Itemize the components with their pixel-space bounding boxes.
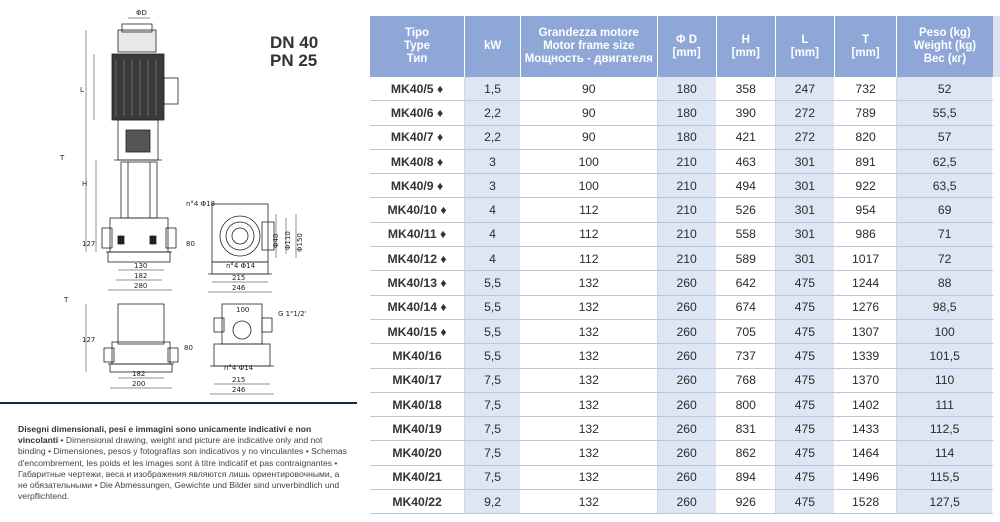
table-cell: 63,5 <box>897 174 993 198</box>
table-cell: 180 <box>657 77 716 101</box>
table-cell: 2,2 <box>465 125 521 149</box>
table-cell: 100 <box>897 319 993 343</box>
header-h: H [mm] <box>716 16 775 77</box>
table-cell: 558 <box>716 222 775 246</box>
label-127: 127 <box>82 240 96 248</box>
table-row <box>370 271 993 295</box>
table-row <box>370 490 993 514</box>
table-cell: 132 <box>521 441 658 465</box>
table-cell: 4 <box>465 222 521 246</box>
table-cell: 494 <box>716 174 775 198</box>
table-cell: 260 <box>657 490 716 514</box>
table-row <box>370 222 993 246</box>
table-cell: 3 <box>465 149 521 173</box>
table-cell: 90 <box>521 101 658 125</box>
right-edge-strip <box>993 16 1000 77</box>
table-cell: 301 <box>775 174 834 198</box>
table-cell: 475 <box>775 319 834 343</box>
table-cell: 132 <box>521 295 658 319</box>
table-cell: 90 <box>521 77 658 101</box>
table-cell: 272 <box>775 101 834 125</box>
cell-model: MK40/21 <box>370 465 465 489</box>
table-row <box>370 77 993 101</box>
table-cell: 642 <box>716 271 775 295</box>
dn-label: DN 40 <box>270 33 319 52</box>
table-cell: 475 <box>775 271 834 295</box>
table-cell: 1017 <box>834 247 896 271</box>
table-cell: 180 <box>657 101 716 125</box>
table-row <box>370 247 993 271</box>
table-cell: 260 <box>657 295 716 319</box>
cell-model: MK40/6 ♦ <box>370 101 465 125</box>
table-cell: 62,5 <box>897 149 993 173</box>
table-cell: 475 <box>775 417 834 441</box>
cell-model: MK40/11 ♦ <box>370 222 465 246</box>
table-cell: 475 <box>775 465 834 489</box>
label-246: 246 <box>232 284 246 292</box>
table-row <box>370 125 993 149</box>
label-40: Φ40 <box>272 233 280 248</box>
table-cell: 260 <box>657 368 716 392</box>
table-cell: 98,5 <box>897 295 993 319</box>
table-cell: 390 <box>716 101 775 125</box>
table-cell: 132 <box>521 392 658 416</box>
label-280: 280 <box>134 282 148 290</box>
table-row <box>370 319 993 343</box>
table-cell: 55,5 <box>897 101 993 125</box>
table-cell: 127,5 <box>897 490 993 514</box>
table-cell: 5,5 <box>465 271 521 295</box>
table-cell: 831 <box>716 417 775 441</box>
table-cell: 112 <box>521 222 658 246</box>
table-cell: 1276 <box>834 295 896 319</box>
table-header-row <box>370 16 993 77</box>
table-cell: 180 <box>657 125 716 149</box>
table-row <box>370 174 993 198</box>
table-row <box>370 417 993 441</box>
table-cell: 589 <box>716 247 775 271</box>
table-row <box>370 149 993 173</box>
table-cell: 115,5 <box>897 465 993 489</box>
table-cell: 475 <box>775 490 834 514</box>
label-110: Φ110 <box>284 231 292 250</box>
table-cell: 210 <box>657 174 716 198</box>
label-l: L <box>80 86 84 94</box>
cell-model: MK40/15 ♦ <box>370 319 465 343</box>
table-cell: 4 <box>465 198 521 222</box>
table-cell: 260 <box>657 417 716 441</box>
table-cell: 4 <box>465 247 521 271</box>
table-cell: 7,5 <box>465 417 521 441</box>
cell-model: MK40/13 ♦ <box>370 271 465 295</box>
table-row <box>370 295 993 319</box>
table-cell: 301 <box>775 247 834 271</box>
table-row <box>370 368 993 392</box>
pump-front-view <box>102 24 178 262</box>
table-cell: 132 <box>521 271 658 295</box>
table-cell: 922 <box>834 174 896 198</box>
cell-model: MK40/8 ♦ <box>370 149 465 173</box>
table-cell: 57 <box>897 125 993 149</box>
table-cell: 3 <box>465 174 521 198</box>
table-cell: 132 <box>521 344 658 368</box>
header-t: T [mm] <box>834 16 896 77</box>
label-200: 200 <box>132 380 146 388</box>
table-cell: 112,5 <box>897 417 993 441</box>
header-peso: Peso (kg) Weight (kg) Вес (кг) <box>897 16 993 77</box>
label-182: 182 <box>134 272 148 280</box>
table-cell: 247 <box>775 77 834 101</box>
table-cell: 1,5 <box>465 77 521 101</box>
label-g-thread: G 1"1/2' <box>278 310 307 318</box>
cell-model: MK40/9 ♦ <box>370 174 465 198</box>
disclaimer-body: • Dimensional drawing, weight and picture are indicative only and not binding • Dimensiones, pesos y fotografías son indicativos y no vinculantes • Schemas d'encombrement, les poids et les images sont à titre indicatif et pas contraignantes • Габаритные чертежи, веса и изображения являются лишь ориентировочными, а не обязательными • Die Abmessungen, Gewichte und Bilder sind unverbindlich und verpflichtend. <box>18 435 347 502</box>
table-row <box>370 101 993 125</box>
label-215b: 215 <box>232 376 246 384</box>
table-cell: 112 <box>521 247 658 271</box>
table-cell: 132 <box>521 465 658 489</box>
disclaimer-bold: Disegni dimensionali, pesi e immagini sono unicamente indicativi e non vincolanti <box>18 424 312 446</box>
table-cell: 260 <box>657 441 716 465</box>
table-cell: 301 <box>775 198 834 222</box>
table-cell: 260 <box>657 271 716 295</box>
table-cell: 132 <box>521 417 658 441</box>
table-cell: 7,5 <box>465 392 521 416</box>
label-bolt-bot: n°4 Φ14 <box>224 364 254 372</box>
label-bolt-top: n°4 Φ18 <box>186 200 216 208</box>
cell-model: MK40/19 <box>370 417 465 441</box>
cell-model: MK40/20 <box>370 441 465 465</box>
table-cell: 112 <box>521 198 658 222</box>
table-cell: 1402 <box>834 392 896 416</box>
table-cell: 7,5 <box>465 465 521 489</box>
label-130: 130 <box>134 262 148 270</box>
table-cell: 1496 <box>834 465 896 489</box>
table-cell: 90 <box>521 125 658 149</box>
cell-model: MK40/22 <box>370 490 465 514</box>
label-215: 215 <box>232 274 246 282</box>
table-cell: 674 <box>716 295 775 319</box>
table-cell: 72 <box>897 247 993 271</box>
table-cell: 475 <box>775 295 834 319</box>
table-cell: 894 <box>716 465 775 489</box>
cell-model: MK40/18 <box>370 392 465 416</box>
table-cell: 301 <box>775 149 834 173</box>
table-cell: 5,5 <box>465 295 521 319</box>
table-cell: 210 <box>657 198 716 222</box>
table-cell: 1464 <box>834 441 896 465</box>
table-cell: 463 <box>716 149 775 173</box>
table-cell: 891 <box>834 149 896 173</box>
table-cell: 52 <box>897 77 993 101</box>
table-cell: 421 <box>716 125 775 149</box>
table-cell: 272 <box>775 125 834 149</box>
technical-drawing <box>0 0 360 402</box>
table-cell: 820 <box>834 125 896 149</box>
table-cell: 7,5 <box>465 441 521 465</box>
table-cell: 1528 <box>834 490 896 514</box>
table-cell: 301 <box>775 222 834 246</box>
table-cell: 1244 <box>834 271 896 295</box>
header-phid: Φ D [mm] <box>657 16 716 77</box>
table-cell: 1307 <box>834 319 896 343</box>
table-cell: 100 <box>521 149 658 173</box>
spec-table <box>370 16 993 514</box>
table-row <box>370 441 993 465</box>
table-cell: 862 <box>716 441 775 465</box>
table-cell: 2,2 <box>465 101 521 125</box>
table-cell: 100 <box>521 174 658 198</box>
table-cell: 475 <box>775 344 834 368</box>
table-cell: 1433 <box>834 417 896 441</box>
table-cell: 114 <box>897 441 993 465</box>
label-80b: 80 <box>184 344 193 352</box>
label-127b: 127 <box>82 336 96 344</box>
table-cell: 260 <box>657 344 716 368</box>
table-row <box>370 198 993 222</box>
cell-model: MK40/17 <box>370 368 465 392</box>
table-cell: 789 <box>834 101 896 125</box>
table-cell: 737 <box>716 344 775 368</box>
table-cell: 732 <box>834 77 896 101</box>
cell-model: MK40/10 ♦ <box>370 198 465 222</box>
table-cell: 526 <box>716 198 775 222</box>
table-cell: 210 <box>657 149 716 173</box>
table-cell: 1339 <box>834 344 896 368</box>
table-cell: 926 <box>716 490 775 514</box>
label-t2: T <box>64 296 69 304</box>
table-row <box>370 392 993 416</box>
pn-label: PN 25 <box>270 51 318 70</box>
cell-model: MK40/7 ♦ <box>370 125 465 149</box>
table-cell: 7,5 <box>465 368 521 392</box>
table-cell: 1370 <box>834 368 896 392</box>
table-cell: 210 <box>657 222 716 246</box>
table-cell: 69 <box>897 198 993 222</box>
table-row <box>370 465 993 489</box>
table-cell: 5,5 <box>465 319 521 343</box>
header-kw: kW <box>465 16 521 77</box>
table-cell: 986 <box>834 222 896 246</box>
table-cell: 101,5 <box>897 344 993 368</box>
disclaimer-text <box>0 404 357 502</box>
cell-model: MK40/5 ♦ <box>370 77 465 101</box>
header-l: L [mm] <box>775 16 834 77</box>
label-phi-d: ΦD <box>136 9 147 17</box>
table-cell: 954 <box>834 198 896 222</box>
table-cell: 358 <box>716 77 775 101</box>
table-cell: 71 <box>897 222 993 246</box>
cell-model: MK40/14 ♦ <box>370 295 465 319</box>
table-cell: 132 <box>521 319 658 343</box>
label-h: H <box>82 180 88 188</box>
label-80: 80 <box>186 240 195 248</box>
header-tipo: Tipo Type Тип <box>370 16 465 77</box>
label-t: T <box>60 154 65 162</box>
label-100: 100 <box>236 306 250 314</box>
table-row <box>370 344 993 368</box>
table-cell: 88 <box>897 271 993 295</box>
header-motor: Grandezza motore Motor frame size Мощность - двигателя <box>521 16 658 77</box>
table-cell: 705 <box>716 319 775 343</box>
table-cell: 475 <box>775 441 834 465</box>
table-cell: 260 <box>657 465 716 489</box>
label-150: Φ150 <box>296 233 304 252</box>
table-cell: 768 <box>716 368 775 392</box>
label-182b: 182 <box>132 370 146 378</box>
table-cell: 111 <box>897 392 993 416</box>
cell-model: MK40/12 ♦ <box>370 247 465 271</box>
table-cell: 132 <box>521 490 658 514</box>
table-cell: 475 <box>775 392 834 416</box>
disclaimer-block <box>0 402 357 522</box>
table-cell: 132 <box>521 368 658 392</box>
table-cell: 475 <box>775 368 834 392</box>
table-cell: 260 <box>657 392 716 416</box>
pump-bottom-view <box>104 304 178 372</box>
label-246b: 246 <box>232 386 246 394</box>
cell-model: MK40/16 <box>370 344 465 368</box>
table-cell: 110 <box>897 368 993 392</box>
table-cell: 9,2 <box>465 490 521 514</box>
table-cell: 800 <box>716 392 775 416</box>
table-cell: 260 <box>657 319 716 343</box>
table-cell: 210 <box>657 247 716 271</box>
table-cell: 5,5 <box>465 344 521 368</box>
label-bolt-mid: n°4 Φ14 <box>226 262 256 270</box>
